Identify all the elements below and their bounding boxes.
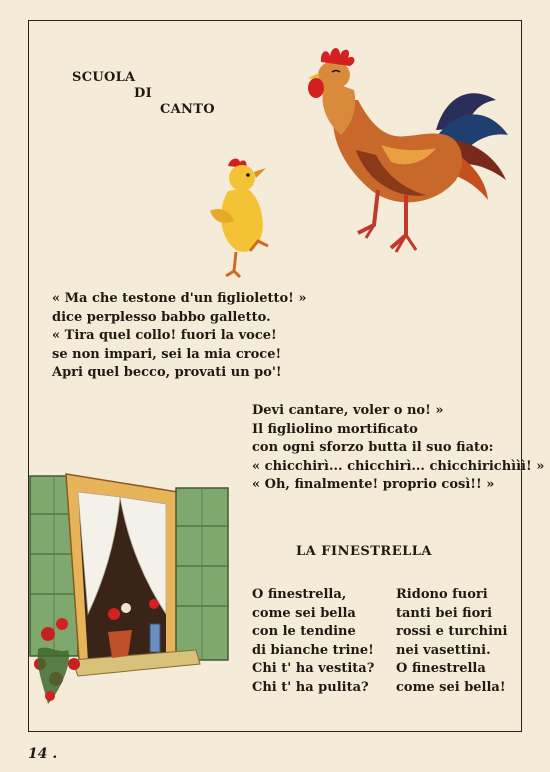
poem-line: nei vasettini.	[396, 642, 491, 658]
poem-line: come sei bella	[252, 605, 356, 621]
poem-line: « chicchirì... chicchirì... chicchirichììì! »	[252, 458, 545, 474]
poem-line: con ogni sforzo butta il suo fiato:	[252, 440, 494, 455]
poem-line: se non impari, sei la mia croce!	[52, 346, 282, 362]
poem-line: Chi t' ha vestita?	[252, 661, 375, 676]
poem-line: O finestrella,	[252, 587, 347, 602]
poem-2-column-2	[396, 586, 507, 697]
poem-line: tanti bei fiori	[396, 605, 493, 621]
page-number: 14 .	[28, 746, 58, 762]
poem-line: Ridono fuori	[396, 587, 488, 602]
poem-line: Apri quel becco, provati un po'!	[52, 365, 282, 380]
poem-line: di bianche trine!	[252, 642, 374, 658]
title-canto: CANTO	[160, 102, 215, 117]
title-di: DI	[134, 86, 152, 101]
poem-2-column-1	[252, 586, 374, 697]
poem-line: come sei bella!	[396, 679, 506, 695]
poem-line: « Ma che testone d'un figlioletto! »	[52, 291, 307, 306]
poem-2-heading: LA FINESTRELLA	[296, 544, 432, 559]
poem-stanza-1	[52, 290, 307, 383]
poem-line: Il figliolino mortificato	[252, 421, 418, 437]
poem-line: Devi cantare, voler o no! »	[252, 403, 444, 418]
poem-line: Chi t' ha pulita?	[252, 679, 369, 695]
title-scuola: SCUOLA	[72, 70, 136, 85]
poem-line: O finestrella	[396, 661, 486, 676]
rooster-illustration	[296, 40, 516, 262]
poem-line: rossi e turchini	[396, 624, 508, 639]
chick-illustration	[206, 156, 276, 282]
poem-line: dice perplesso babbo galletto.	[52, 309, 271, 325]
poem-line: con le tendine	[252, 624, 356, 639]
poem-stanza-2	[252, 402, 544, 495]
window-with-flowers-illustration	[28, 464, 234, 714]
poem-line: « Oh, finalmente! proprio così!! »	[252, 477, 495, 492]
poem-line: « Tira quel collo! fuori la voce!	[52, 328, 277, 343]
